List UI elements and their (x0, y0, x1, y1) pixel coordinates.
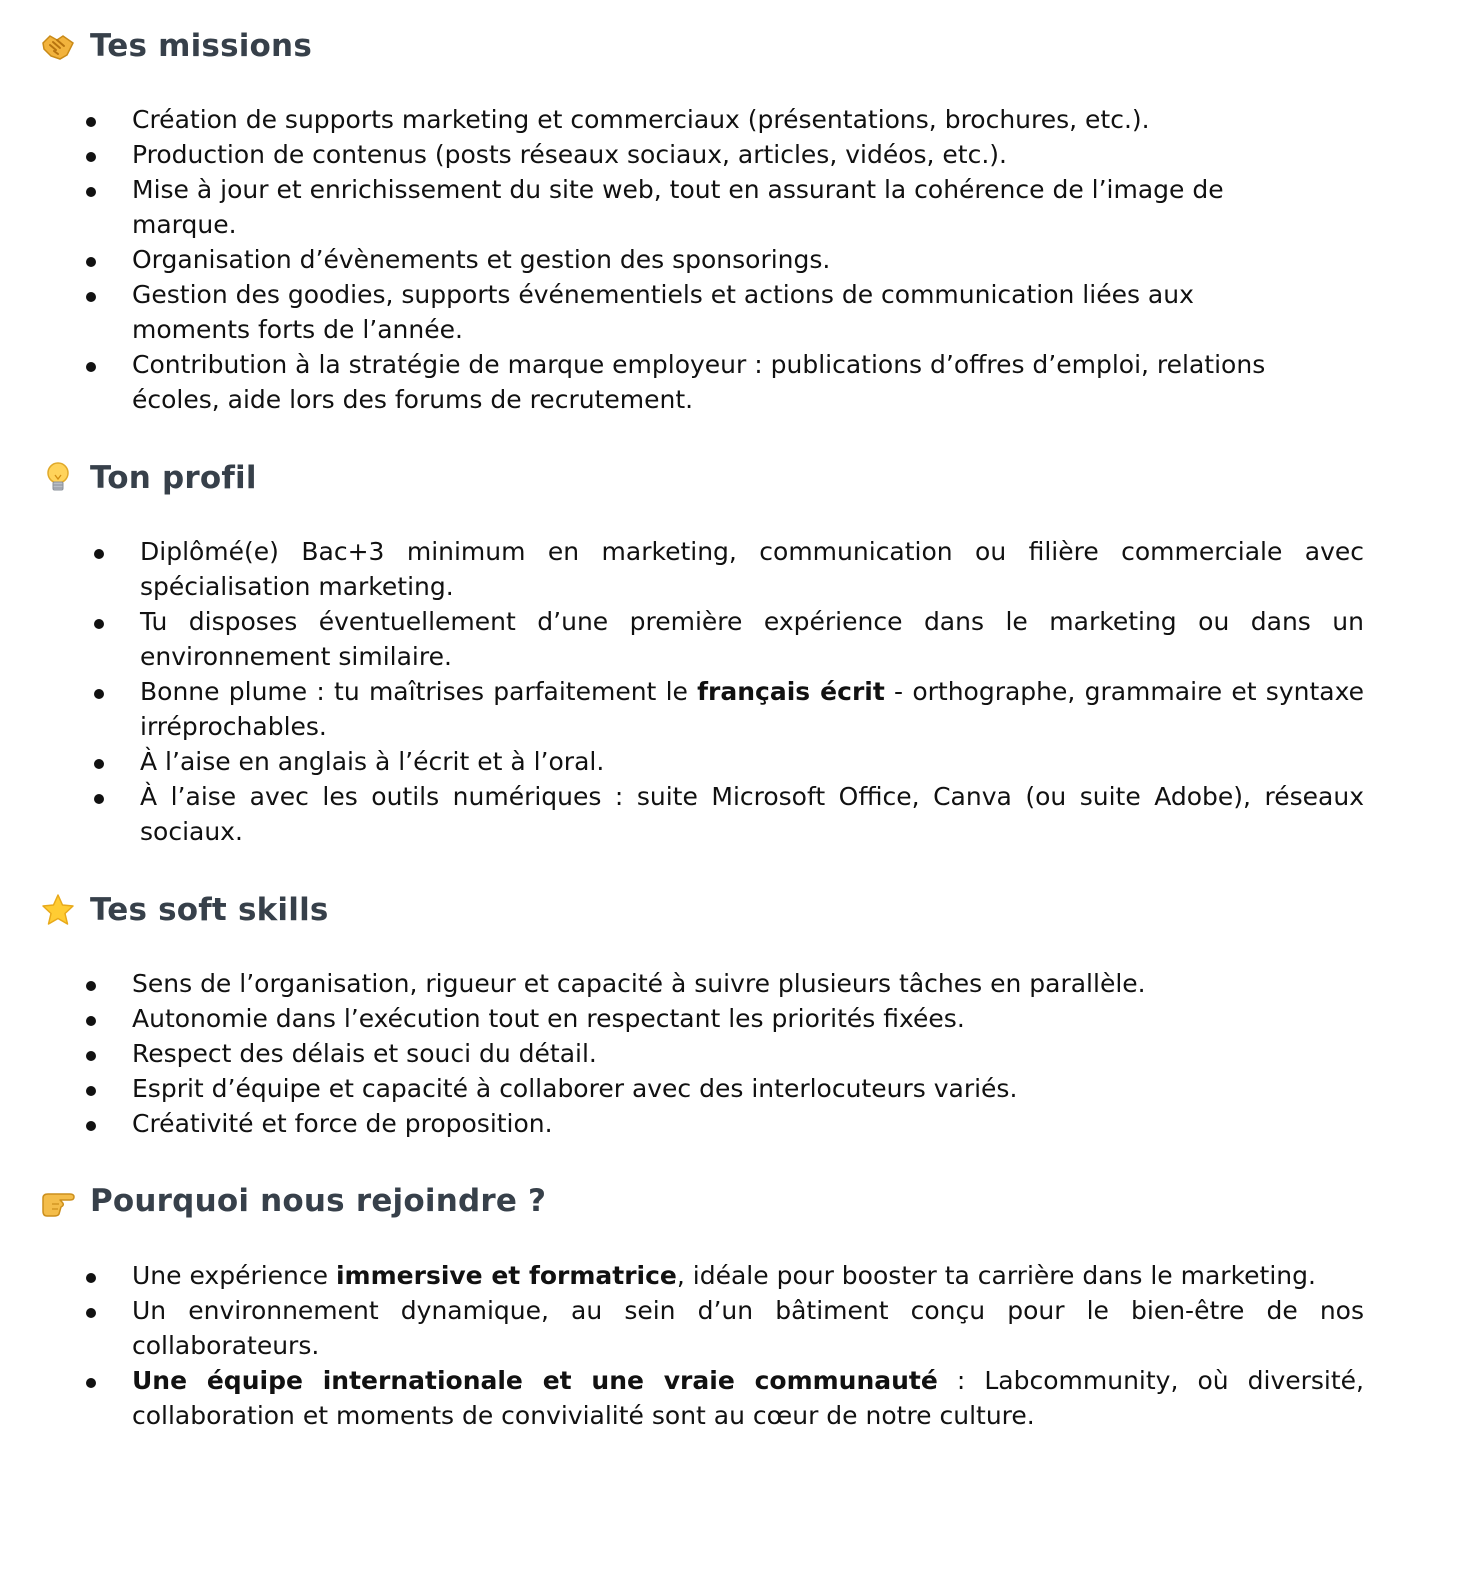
list-item: Esprit d’équipe et capacité à collaborer avec des interlocuteurs variés. (82, 1071, 1382, 1106)
bullet (86, 362, 96, 372)
star-icon (40, 892, 76, 928)
bullet (86, 1273, 96, 1283)
list-item: Contribution à la stratégie de marque employeur : publications d’offres d’emploi, relations écoles, aide lors des forums de recrutement. (82, 347, 1382, 417)
missions-list (82, 102, 1382, 417)
bullet (86, 1308, 96, 1318)
list-item: Une expérience immersive et formatrice, idéale pour booster ta carrière dans le marketing. (82, 1258, 1364, 1293)
section-heading-profil (40, 458, 257, 498)
list-item: Respect des délais et souci du détail. (82, 1036, 1382, 1071)
pourquoi-list (82, 1258, 1364, 1433)
bullet (86, 1016, 96, 1026)
list-item: Bonne plume : tu maîtrises parfaitement le français écrit - orthographe, grammaire et syntaxe irréprochables. (82, 674, 1364, 744)
pointing-hand-icon (40, 1183, 76, 1219)
bullet (86, 1051, 96, 1061)
list-item: Création de supports marketing et commerciaux (présentations, brochures, etc.). (82, 102, 1382, 137)
section-title: Ton profil (90, 460, 257, 496)
bullet (86, 292, 96, 302)
list-item: Créativité et force de proposition. (82, 1106, 1382, 1141)
section-title: Tes soft skills (90, 892, 329, 928)
handshake-icon (40, 28, 76, 64)
bullet (86, 1121, 96, 1131)
section-heading-missions (40, 26, 312, 66)
section-title: Pourquoi nous rejoindre ? (90, 1183, 547, 1219)
bullet (86, 1378, 96, 1388)
bullet (86, 1086, 96, 1096)
section-heading-soft-skills (40, 890, 329, 930)
list-item: Une équipe internationale et une vraie communauté : Labcommunity, où diversité, collaboration et moments de convivialité sont au cœur de notre culture. (82, 1363, 1364, 1433)
bullet (94, 549, 104, 559)
list-item: Production de contenus (posts réseaux sociaux, articles, vidéos, etc.). (82, 137, 1382, 172)
list-item: Diplômé(e) Bac+3 minimum en marketing, communication ou filière commerciale avec spécialisation marketing. (82, 534, 1364, 604)
list-item: Autonomie dans l’exécution tout en respectant les priorités fixées. (82, 1001, 1382, 1036)
list-item: À l’aise en anglais à l’écrit et à l’oral. (82, 744, 1364, 779)
bullet (86, 257, 96, 267)
bullet (94, 759, 104, 769)
profil-list (82, 534, 1364, 849)
list-item: Gestion des goodies, supports événementiels et actions de communication liées aux moments forts de l’année. (82, 277, 1382, 347)
bullet (86, 152, 96, 162)
bullet (94, 794, 104, 804)
list-item: Tu disposes éventuellement d’une première expérience dans le marketing ou dans un environnement similaire. (82, 604, 1364, 674)
list-item: Sens de l’organisation, rigueur et capacité à suivre plusieurs tâches en parallèle. (82, 966, 1382, 1001)
list-item: Mise à jour et enrichissement du site web, tout en assurant la cohérence de l’image de marque. (82, 172, 1382, 242)
lightbulb-icon (40, 460, 76, 496)
bullet (86, 117, 96, 127)
section-heading-pourquoi (40, 1181, 546, 1221)
list-item: Organisation d’évènements et gestion des sponsorings. (82, 242, 1382, 277)
section-title: Tes missions (90, 28, 312, 64)
bullet (86, 187, 96, 197)
bullet (86, 981, 96, 991)
soft-skills-list (82, 966, 1382, 1141)
bullet (94, 689, 104, 699)
list-item: À l’aise avec les outils numériques : suite Microsoft Office, Canva (ou suite Adobe), réseaux sociaux. (82, 779, 1364, 849)
bullet (94, 619, 104, 629)
list-item: Un environnement dynamique, au sein d’un bâtiment conçu pour le bien-être de nos collaborateurs. (82, 1293, 1364, 1363)
